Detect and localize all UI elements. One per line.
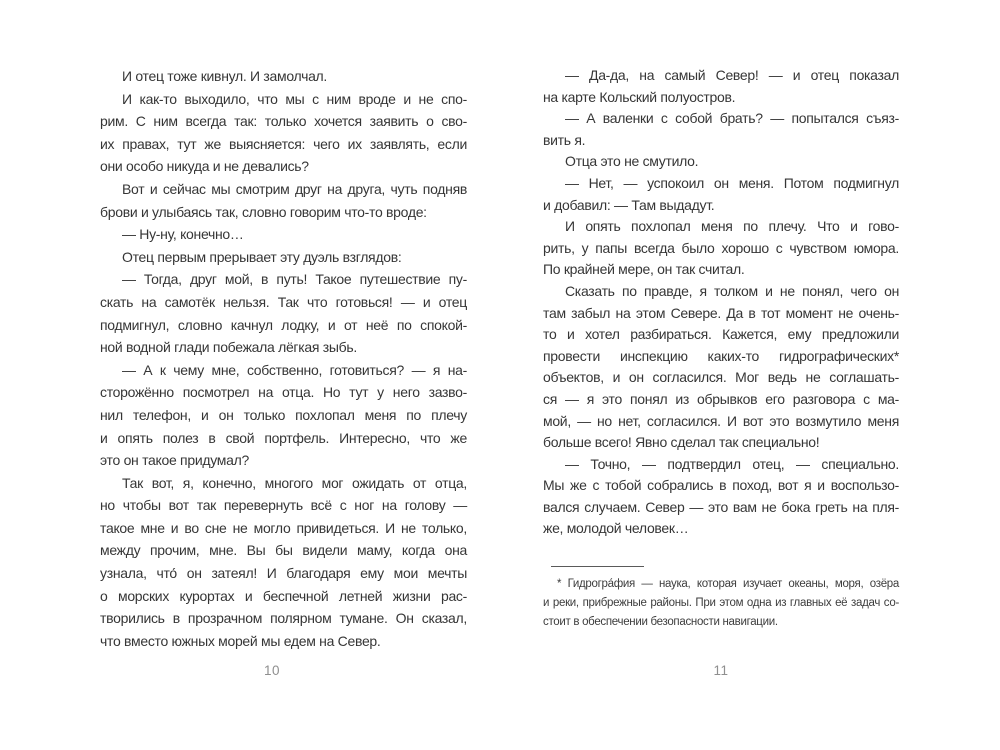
text-line: же, молодой человек… [543, 520, 689, 537]
paragraph [543, 151, 899, 173]
footnote [543, 556, 899, 632]
paragraph [100, 88, 467, 178]
text-line: — Да-да, на самый Север! — и отец показал [565, 67, 899, 83]
text-line: По крайней мере, он так считал. [543, 261, 745, 278]
text-line: на карте Кольский полуостров. [543, 88, 736, 105]
text-line: ной водной глади побежала лёгкая зыбь. [100, 339, 357, 356]
right-page [543, 65, 899, 540]
footnote-text [543, 575, 899, 632]
paragraph [100, 268, 467, 358]
text-line: больше всего! Явно сделал так специально! [543, 434, 820, 451]
footnote-divider [551, 566, 644, 567]
paragraph [100, 472, 467, 653]
text-line: Так вот, я, конечно, многого мог ожидать от отца, [122, 474, 467, 491]
paragraph [100, 246, 467, 269]
page-number-left: 10 [263, 663, 281, 678]
text-line: и опять полез в свой портфель. Интересно, что же [100, 429, 467, 446]
text-line: вить я. [543, 131, 586, 148]
paragraph [543, 454, 899, 540]
text-line: объектов, и он согласился. Мог ведь не соглашать- [543, 369, 899, 386]
text-line: творились в прозрачном полярном тумане. Он сказал, [100, 610, 467, 627]
paragraph [100, 359, 467, 472]
text-line: — А к чему мне, собственно, готовиться? — я на- [122, 361, 467, 378]
paragraph [100, 178, 467, 223]
text-line: — Точно, — подтвердил отец, — специально. [565, 455, 899, 472]
text-line: мой, — но нет, согласился. И вот это возмутило меня [543, 412, 899, 429]
paragraph [543, 281, 899, 454]
text-line: рить, у папы всегда было хорошо с чувством юмора. [543, 239, 899, 256]
text-line: подмигнул, словно качнул лодку, и от неё по спокой- [100, 316, 467, 333]
text-line: брови и улыбаясь так, словно говорим что-то вроде: [100, 203, 427, 220]
paragraph [543, 575, 899, 632]
text-line: нил телефон, и он только похлопал меня по плечу [100, 406, 467, 423]
text-line: Отец первым прерывает эту дуэль взглядов: [122, 248, 402, 265]
text-line: — А валенки с собой брать? — попытался съяз- [565, 110, 899, 127]
text-line: между прочим, мне. Вы бы видели маму, когда она [100, 542, 467, 559]
text-line: ся — я это понял из обрывков его разговора с ма- [543, 390, 899, 407]
page-number-right: 11 [713, 663, 729, 678]
paragraph [543, 173, 899, 216]
text-line: они особо никуда и не девались? [100, 158, 309, 175]
text-line: это он такое придумал? [100, 452, 249, 469]
text-line: Мы же с тобой собрались в поход, вот я и воспользо- [543, 477, 899, 494]
paragraph [543, 65, 899, 108]
text-line: — Нет, — успокоил он меня. Потом подмигнул [565, 174, 899, 191]
text-line: — Ну-ну, конечно… [122, 226, 244, 243]
text-line: такое мне и во сне не могло привидеться. И не только, [100, 519, 467, 536]
text-line: и добавил: — Там выдадут. [543, 196, 715, 213]
text-line: узнала, что́ он затеял! И благодаря ему мои мечты [100, 565, 467, 582]
text-line: скать на самотёк нельзя. Так что готовься! — и отец [100, 293, 467, 310]
text-line: Сказать по правде, я толком и не понял, чего он [565, 282, 899, 299]
paragraph [543, 216, 899, 281]
text-line: но чтобы вот так перевернуть всё с ног на голову — [100, 497, 467, 514]
text-line: то и хотел разбираться. Кажется, ему предложили [543, 326, 899, 343]
text-line: вался случаем. Север — это вам не бока греть на пля- [543, 498, 899, 515]
paragraph [100, 223, 467, 246]
text-line: И как-то выходило, что мы с ним вроде и не спо- [122, 90, 467, 107]
text-line: о морских курортах и беспечной летней жизни рас- [100, 587, 467, 604]
paragraph [543, 108, 899, 151]
text-line: И отец тоже кивнул. И замолчал. [122, 68, 328, 84]
text-line: Отца это не смутило. [565, 153, 699, 170]
text-line: Вот и сейчас мы смотрим друг на друга, чуть подняв [122, 180, 467, 197]
left-page [100, 65, 467, 652]
text-line: провести инспекцию каких-то гидрографических* [543, 347, 899, 364]
text-line: — Тогда, друг мой, в путь! Такое путешествие пу- [122, 271, 467, 288]
text-line: сторожённо посмотрел на отца. Но тут у него зазво- [100, 384, 467, 401]
text-line: их правах, тут же выясняется: чего их заявлять, если [100, 135, 467, 152]
text-line: * Гидрогра́фия — наука, которая изучает океаны, моря, озёра [557, 578, 899, 590]
text-line: рим. С ним всегда так: только хочется заявить о сво- [100, 113, 467, 130]
paragraph [100, 65, 467, 88]
text-line: И опять похлопал меня по плечу. Что и гово- [565, 218, 899, 235]
text-line: стоит в обеспечении безопасности навигации. [543, 616, 778, 628]
text-line: что вместо южных морей мы едем на Север. [100, 632, 381, 649]
text-line: там забыл на этом Севере. Да в тот момент не очень- [543, 304, 899, 321]
text-line: и реки, прибрежные районы. При этом одна из главных её задач со- [543, 597, 899, 609]
